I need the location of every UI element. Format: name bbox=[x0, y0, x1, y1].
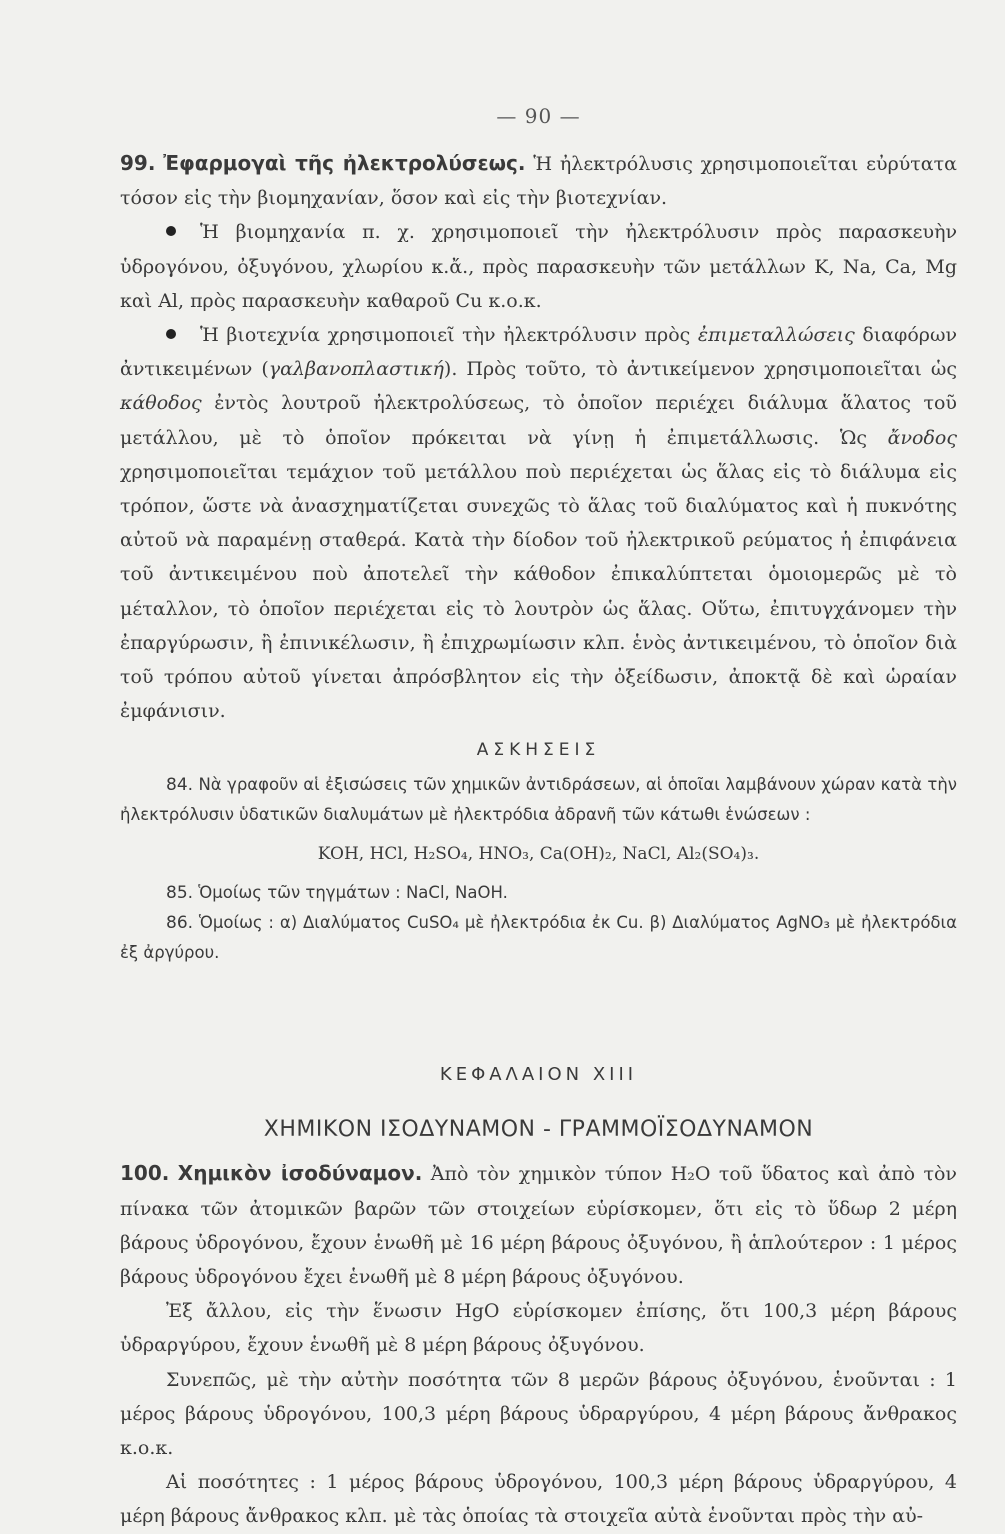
chapter-title: ΧΗΜΙΚΟΝ ΙΣΟΔΥΝΑΜΟΝ - ΓΡΑΜΜΟΪΣΟΔΥΝΑΜΟΝ bbox=[263, 1117, 814, 1143]
term-electroplating: ἐπιμεταλλώσεις bbox=[697, 324, 855, 347]
exercise-86-number: 86. bbox=[166, 913, 194, 934]
term-cathode: κάθοδος bbox=[120, 392, 202, 415]
exercise-85 bbox=[120, 878, 957, 908]
chapter-label: ΚΕΦΑΛΑΙΟΝ XIII bbox=[439, 1064, 638, 1086]
bullet-industry-text: Ἡ βιομηχανία π. χ. χρησιμοποιεῖ τὴν ἠλεκτρόλυσιν πρὸς παρασκευὴν ὑδρογόνου, ὀξυγόνου, χλωρίου κ.ἄ., πρὸς παρασκευὴν τῶν μετάλλων K, Na, Ca, Mg καὶ Al, πρὸς παρασκευὴν καθαροῦ Cu κ.ο.κ. bbox=[120, 221, 957, 312]
bullet-crafts-text-a: Ἡ βιοτεχνία χρησιμοποιεῖ τὴν ἠλεκτρόλυσιν πρὸς bbox=[200, 324, 698, 347]
bullet-icon bbox=[166, 329, 176, 339]
exercise-85-number: 85. bbox=[166, 883, 194, 904]
section-99-intro bbox=[120, 146, 957, 215]
section-99-bullet-industry bbox=[120, 215, 957, 318]
section-100-title: Χημικὸν ἰσοδύναμον. bbox=[177, 1161, 423, 1186]
bullet-crafts-text-e: χρησιμοποιεῖται τεμάχιον τοῦ μετάλλου ποὺ περιέχεται ὡς ἅλας εἰς τὸ διάλυμα εἰς τρόπον, ὥστε νὰ ἀνασχηματίζεται συνεχῶς τὸ ἅλας τοῦ διαλύματος καὶ ἡ πυκνότης αὐτοῦ νὰ παραμένῃ σταθερά. Κατὰ τὴν δίοδον τοῦ ἠλεκτρικοῦ ρεύματος ἡ ἐπιφάνεια τοῦ ἀντικειμένου ποὺ ἀποτελεῖ τὴν κάθοδον ἐπικαλύπτεται ὁμοιομερῶς μὲ τὸ μέταλλον, τὸ ὁποῖον περιέχεται εἰς τὸ λουτρὸν ὡς ἅλας. Οὕτω, ἐπιτυγχάνομεν τὴν ἐπαργύρωσιν, ἢ ἐπινικέλωσιν, ἢ ἐπιχρωμίωσιν κλπ. ἑνὸς ἀντικειμένου, τὸ ὁποῖον διὰ τοῦ τρόπου αὐτοῦ γίνεται ἀπρόσβλητον εἰς τὴν ὀξείδωσιν, ἀποκτᾷ δὲ καὶ ὡραίαν ἐμφάνισιν. bbox=[120, 460, 957, 723]
section-99-intro-text: Ἡ ἠλεκτρόλυσις χρησιμοποιεῖται εὐρύτατα τόσον εἰς τὴν βιομηχανίαν, ὅσον καὶ εἰς τὴν βιοτεχνίαν. bbox=[120, 153, 957, 210]
exercise-84-number: 84. bbox=[166, 775, 194, 796]
section-99-title: Ἐφαρμογαὶ τῆς ἠλεκτρολύσεως. bbox=[163, 151, 526, 175]
bullet-crafts-text-b: διαφόρων ἀντικειμένων ( bbox=[120, 324, 957, 381]
exercise-86 bbox=[120, 908, 957, 968]
section-99-bullet-crafts bbox=[120, 318, 957, 728]
section-100-p2: Ἐξ ἄλλου, εἰς τὴν ἕνωσιν HgO εὑρίσκομεν ἐπίσης, ὅτι 100,3 μέρη βάρους ὑδραργύρου, ἔχουν ἑνωθῆ μὲ 8 μέρη βάρους ὀξυγόνου. bbox=[120, 1300, 957, 1357]
section-99-number: 99. bbox=[120, 151, 156, 175]
page-number: — 90 — bbox=[496, 104, 581, 128]
exercise-86-text: Ὁμοίως : α) Διαλύματος CuSO₄ μὲ ἠλεκτρόδια ἐκ Cu. β) Διαλύματος AgNO₃ μὲ ἠλεκτρόδια ἐξ ἀργύρου. bbox=[120, 913, 957, 963]
bullet-crafts-text-d: ἐντὸς λουτροῦ ἠλεκτρολύσεως, τὸ ὁποῖον περιέχει διάλυμα ἅλατος τοῦ μετάλλου, μὲ τὸ ὁποῖον πρόκειται νὰ γίνῃ ἡ ἐπιμετάλλωσις. Ὡς bbox=[120, 392, 957, 449]
section-100-p1-text: Ἀπὸ τὸν χημικὸν τύπον H₂O τοῦ ὕδατος καὶ ἀπὸ τὸν πίνακα τῶν ἀτομικῶν βαρῶν τῶν στοιχείων εὑρίσκομεν, ὅτι εἰς τὸ ὕδωρ 2 μέρη βάρους ὑδρογόνου, ἔχουν ἑνωθῆ μὲ 16 μέρη βάρους ὀξυγόνου, ἢ ἁπλούτερον : 1 μέρος βάρους ὑδρογόνου ἔχει ἑνωθῆ μὲ 8 μέρη βάρους ὀξυγόνου. bbox=[120, 1163, 957, 1289]
exercise-84-text: Νὰ γραφοῦν αἱ ἐξισώσεις τῶν χημικῶν ἀντιδράσεων, αἱ ὁποῖαι λαμβάνουν χώραν κατὰ τὴν ἠλεκτρόλυσιν ὑδατικῶν διαλυμάτων μὲ ἠλεκτρόδια ἀδρανῆ τῶν κάτωθι ἑνώσεων : bbox=[120, 775, 957, 825]
bullet-icon bbox=[166, 226, 176, 236]
section-100-p3: Συνεπῶς, μὲ τὴν αὐτὴν ποσότητα τῶν 8 μερῶν βάρους ὀξυγόνου, ἑνοῦνται : 1 μέρος βάρους ὑδρογόνου, 100,3 μέρη βάρους ὑδραργύρου, 4 μέρη βάρους ἄνθρακος κ.ο.κ. bbox=[120, 1368, 957, 1460]
exercise-85-text: Ὁμοίως τῶν τηγμάτων : NaCl, NaOH. bbox=[193, 883, 508, 903]
term-galvanoplasty: γαλβανοπλαστική bbox=[268, 358, 444, 381]
bullet-crafts-text-c: ). Πρὸς τοῦτο, τὸ ἀντικείμενον χρησιμοποιεῖται ὡς bbox=[443, 358, 957, 381]
exercises-heading: ΑΣΚΗΣΕΙΣ bbox=[476, 740, 601, 761]
term-anode: ἄνοδος bbox=[887, 426, 957, 449]
exercise-84 bbox=[120, 770, 957, 830]
section-100-number: 100. bbox=[120, 1161, 170, 1186]
exercise-84-formula: KOH, HCl, H₂SO₄, HNO₃, Ca(OH)₂, NaCl, Al₂(SO₄)₃. bbox=[317, 844, 760, 865]
section-100-p1 bbox=[120, 1156, 957, 1294]
section-100-p4: Αἱ ποσότητες : 1 μέρος βάρους ὑδρογόνου, 100,3 μέρη βάρους ὑδραργύρου, 4 μέρη βάρους ἄνθρακος κλπ. μὲ τὰς ὁποίας τὰ στοιχεῖα αὐτὰ ἑνοῦνται πρὸς τὴν αὐ- bbox=[120, 1471, 957, 1528]
